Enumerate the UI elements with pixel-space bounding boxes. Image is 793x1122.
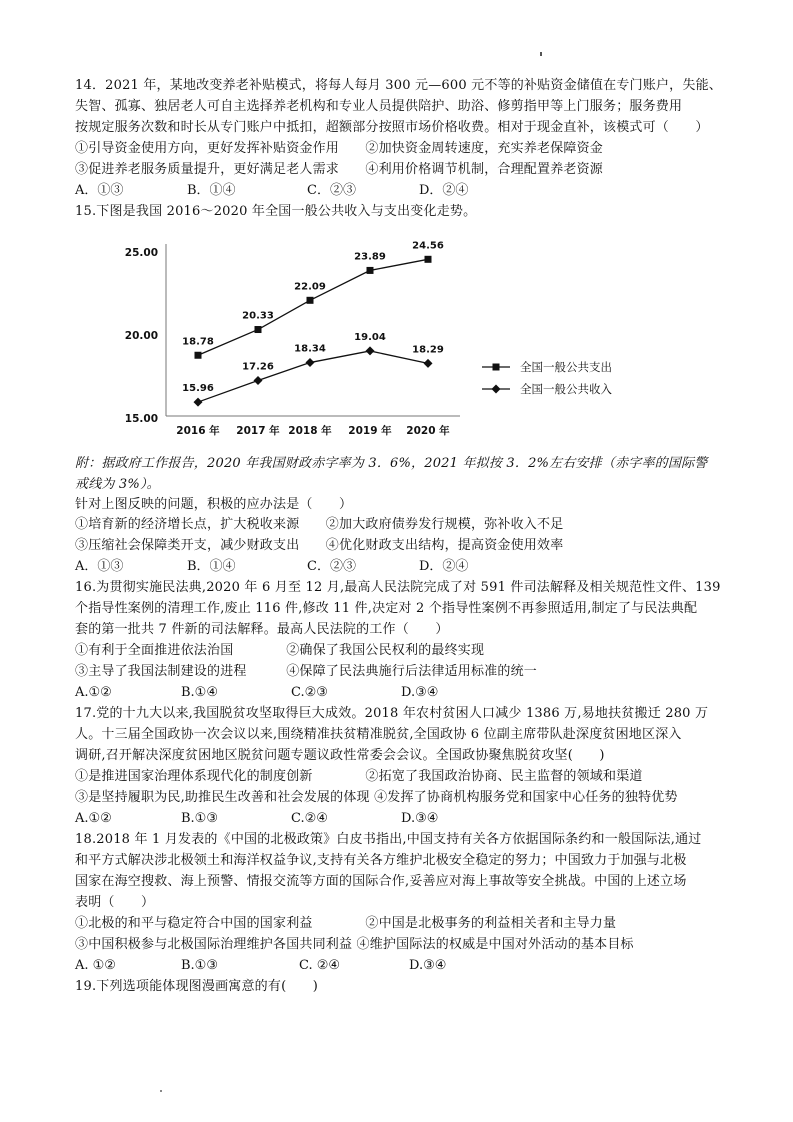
- q18-item: ③中国积极参与北极国际治理维护各国共同利益 ④维护国际法的权威是中国对外活动的基本目标: [75, 937, 634, 952]
- y-tick-label: 25.00: [124, 247, 158, 259]
- q18-line: 表明（ ）: [75, 895, 155, 910]
- revenue-expenditure-chart: [110, 236, 670, 448]
- data-point-diamond: [254, 376, 263, 385]
- data-point-square: [307, 297, 314, 304]
- option-c: C. ②④: [299, 958, 341, 973]
- option-a: A.①②: [75, 811, 112, 826]
- y-tick-label: 20.00: [124, 330, 158, 342]
- q17-item: ①是推进国家治理体系现代化的制度创新 ②拓宽了我国政治协商、民主监督的领域和渠道: [75, 769, 643, 784]
- option-a: A.①②: [75, 685, 112, 700]
- q15-note-line: 戒线为 3%）。: [75, 477, 160, 492]
- chart-series: [182, 240, 444, 406]
- q15-item: ③压缩社会保障类开支，减少财政支出 ④优化财政支出结构，提高资金使用效率: [75, 538, 564, 553]
- q16-line: 16.为贯彻实施民法典,2020 年 6 月至 12 月,最高人民法院完成了对 591 件司法解释及相关规范性文件、139: [75, 580, 721, 595]
- q14-item: ③促进养老服务质量提升，更好满足老人需求 ④利用价格调节机制，合理配置养老资源: [75, 162, 604, 177]
- option-a: A．①③: [75, 183, 124, 198]
- data-point-diamond: [306, 358, 315, 367]
- q15-item: ①培育新的经济增长点，扩大税收来源 ②加大政府债券发行规模，弥补收入不足: [75, 517, 564, 532]
- legend-label: 全国一般公共支出: [520, 360, 612, 374]
- data-label: 17.26: [242, 361, 274, 373]
- q18-line: 18.2018 年 1 月发表的《中国的北极政策》白皮书指出,中国支持有关各方依据国际条约和一般国际法,通过: [75, 832, 702, 847]
- data-label: 24.56: [412, 240, 444, 252]
- data-label: 18.78: [182, 336, 214, 348]
- legend-marker-diamond: [492, 385, 501, 394]
- page-mark: [540, 52, 542, 56]
- option-b: B.①④: [181, 685, 218, 700]
- x-tick-label: 2018 年: [288, 425, 332, 437]
- q16-line: 套的第一批共 7 件新的司法解释。最高人民法院的工作（ ）: [75, 622, 449, 637]
- option-d: D.③④: [401, 685, 439, 700]
- y-axis-ticks: [125, 247, 158, 425]
- data-point-square: [255, 326, 262, 333]
- q14-line: 14．2021 年，某地改变养老补贴模式，将每人每月 300 元—600 元不等的补贴资金储值在专门账户，失能、: [75, 78, 722, 93]
- option-d: D．②④: [419, 183, 469, 198]
- option-c: C.②③: [291, 685, 328, 700]
- data-label: 19.04: [354, 331, 386, 343]
- x-tick-label: 2020 年: [406, 425, 450, 437]
- q18-line: 和平方式解决涉北极领土和海洋权益争议,支持有关各方维护北极安全稳定的努力；中国致力于加强与北极: [75, 853, 687, 868]
- q16-line: 个指导性案例的清理工作,废止 116 件,修改 11 件,决定对 2 个指导性案例不再参照适用,制定了与民法典配: [75, 601, 698, 616]
- q15-stem: 15.下图是我国 2016～2020 年全国一般公共收入与支出变化走势。: [75, 204, 477, 219]
- data-point-square: [367, 267, 374, 274]
- q17-line: 17.党的十九大以来,我国脱贫攻坚取得巨大成效。2018 年农村贫困人口减少 1386 万,易地扶贫搬迁 280 万: [75, 706, 709, 721]
- option-a: A. ①②: [75, 958, 116, 973]
- option-d: D．②④: [419, 559, 469, 574]
- data-label: 15.96: [182, 383, 214, 395]
- data-label: 23.89: [354, 251, 386, 263]
- option-b: B．①④: [187, 183, 236, 198]
- q15-question: 针对上图反映的问题，积极的应办法是（ ）: [75, 497, 353, 512]
- data-point-square: [425, 256, 432, 263]
- q16-item: ③主导了我国法制建设的进程 ④保障了民法典施行后法律适用标准的统一: [75, 664, 538, 679]
- data-label: 18.34: [294, 343, 326, 355]
- q14-item: ①引导资金使用方向，更好发挥补贴资金作用 ②加快资金周转速度，充实养老保障资金: [75, 141, 604, 156]
- option-b: B.①③: [181, 811, 218, 826]
- data-label: 22.09: [294, 281, 326, 293]
- option-d: D.③④: [409, 958, 447, 973]
- option-d: D.③④: [401, 811, 439, 826]
- q14-line: 失智、孤寡、独居老人可自主选择养老机构和专业人员提供陪护、助浴、修剪指甲等上门服务；服务费用: [75, 99, 683, 114]
- data-label: 20.33: [242, 310, 274, 322]
- option-b: B．①④: [187, 559, 236, 574]
- q14-line: 按规定服务次数和时长从专门账户中抵扣，超额部分按照市场价格收费。相对于现金直补，该模式可（ ）: [75, 120, 709, 135]
- series-line-expenditure: [198, 259, 428, 355]
- q18-item: ①北极的和平与稳定符合中国的国家利益 ②中国是北极事务的利益相关者和主导力量: [75, 916, 617, 931]
- x-tick-label: 2019 年: [348, 425, 392, 437]
- q15-note-line: 附：据政府工作报告，2020 年我国财政赤字率为 3．6%，2021 年拟按 3．2%左右安排（赤字率的国际警: [75, 456, 708, 471]
- x-axis-ticks: [176, 424, 450, 437]
- q16-item: ①有利于全面推进依法治国 ②确保了我国公民权利的最终实现: [75, 643, 485, 658]
- x-tick-label: 2017 年: [236, 425, 280, 437]
- y-tick-label: 15.00: [124, 413, 158, 425]
- chart-legend: [482, 360, 612, 396]
- page-mark: [160, 1090, 162, 1092]
- option-a: A．①③: [75, 559, 124, 574]
- data-label: 18.29: [412, 344, 444, 356]
- option-c: C．②③: [307, 183, 356, 198]
- legend-marker-square: [493, 364, 500, 371]
- option-c: C.②④: [291, 811, 328, 826]
- data-point-diamond: [194, 398, 203, 407]
- q19-stem: 19.下列选项能体现图漫画寓意的有( ): [75, 979, 319, 994]
- data-point-diamond: [366, 346, 375, 355]
- q18-line: 国家在海空搜救、海上预警、情报交流等方面的国际合作,妥善应对海上事故等安全挑战。中国的上述立场: [75, 874, 687, 889]
- x-tick-label: 2016 年: [176, 425, 220, 437]
- q17-item: ③是坚持履职为民,助推民生改善和社会发展的体现 ④发挥了协商机构服务党和国家中心任务的独特优势: [75, 790, 678, 805]
- q17-line: 人。十三届全国政协一次会议以来,围绕精准扶贫精准脱贫,全国政协 6 位副主席带队赴深度贫困地区深入: [75, 727, 682, 742]
- q17-line: 调研,召开解决深度贫困地区脱贫问题专题议政性常委会会议。全国政协聚焦脱贫攻坚( ): [75, 748, 605, 763]
- legend-label: 全国一般公共收入: [520, 382, 612, 396]
- data-point-square: [195, 352, 202, 359]
- data-point-diamond: [424, 359, 433, 368]
- series-line-revenue: [198, 351, 428, 402]
- option-b: B.①③: [181, 958, 218, 973]
- option-c: C．②③: [307, 559, 356, 574]
